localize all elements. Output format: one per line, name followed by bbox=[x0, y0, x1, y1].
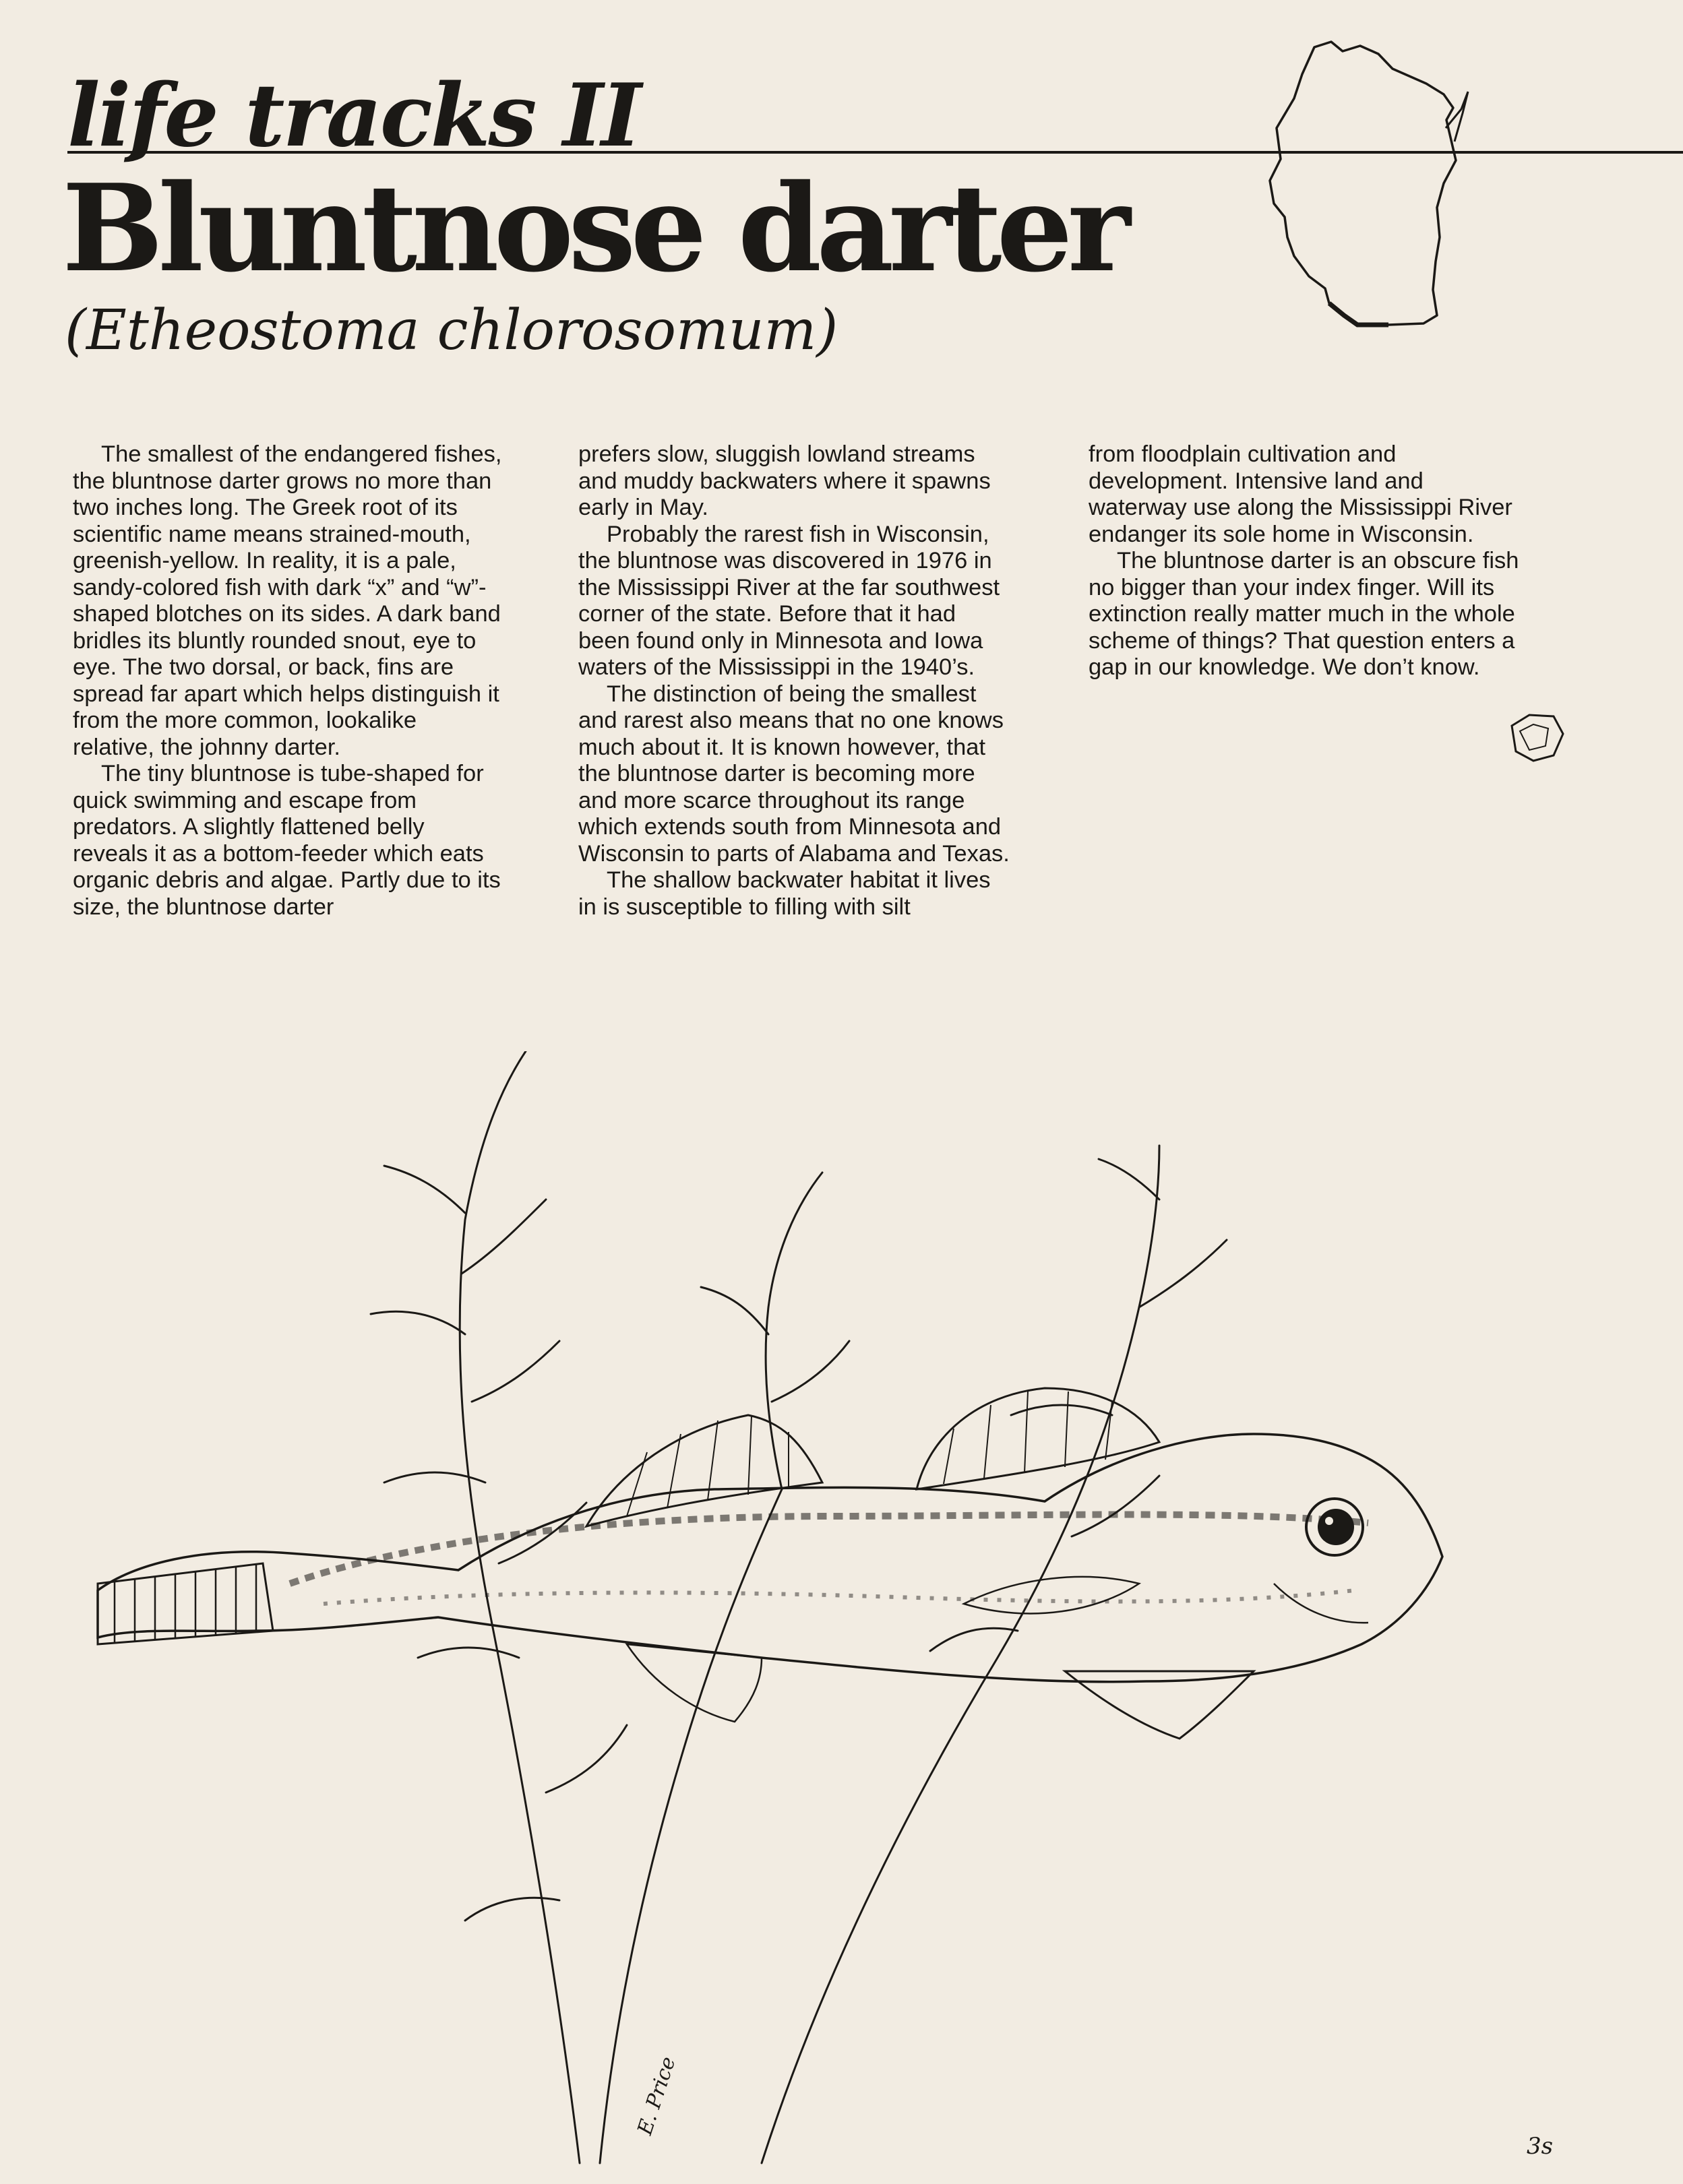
paragraph: from floodplain cultivation and development. Intensive land and waterway use along the Mississippi River endanger its sole home in Wisconsin. bbox=[1089, 441, 1512, 547]
paragraph: Probably the rarest fish in Wisconsin, the bluntnose was discovered in 1976 in the Mississippi River at the far southwest corner of the state. Before that it had been found only in Minnesota and Iowa waters of the Mississippi in the 1940’s. bbox=[578, 521, 1000, 680]
paragraph: The tiny bluntnose is tube-shaped for quick swimming and escape from predators. A slightly flattened belly reveals it as a bottom-feeder which eats organic debris and algae. Partly due to its size, the bluntnose darter bbox=[73, 761, 501, 920]
paragraph: The distinction of being the smallest and rarest also means that no one knows much about it. It is known however, that the bluntnose darter is becoming more and more scarce throughout its range which extends south from Minnesota and Wisconsin to parts of Alabama and Texas. bbox=[578, 681, 1010, 867]
text-column-3 bbox=[1089, 441, 1520, 681]
paragraph: The shallow backwater habitat it lives in is susceptible to filling with silt bbox=[578, 867, 991, 920]
page-title: Bluntnose darter bbox=[62, 158, 1126, 299]
wisconsin-outline-icon bbox=[1267, 27, 1550, 344]
bluntnose-darter-illustration bbox=[88, 1051, 1537, 2170]
paragraph: The smallest of the endangered fishes, the bluntnose darter grows no more than two inches long. The Greek root of its scientific name means strained-mouth, greenish-yellow. In reality, it is a pale, sandy-colored fish with dark “x” and “w”-shaped blotches on its sides. A dark band bridles its bluntly rounded snout, eye to eye. The two dorsal, or back, fins are spread far apart which helps distinguish it from the more common, lookalike relative, the johnny darter. bbox=[73, 441, 502, 760]
paragraph: prefers slow, sluggish lowland streams and muddy backwaters where it spawns early in May. bbox=[578, 441, 991, 520]
text-column-1 bbox=[73, 441, 504, 921]
page-number: 3s bbox=[1527, 2133, 1554, 2160]
stone-end-mark-icon bbox=[1506, 711, 1567, 765]
paragraph: The bluntnose darter is an obscure fish no bigger than your index finger. Will its extinction really matter much in the whole scheme of things? That question enters a gap in our knowledge. We don’t know. bbox=[1089, 548, 1519, 680]
series-title: life tracks II bbox=[67, 65, 640, 166]
illustrator-signature: E. Price bbox=[633, 2053, 681, 2138]
scientific-name: (Etheostoma chlorosomum) bbox=[65, 299, 838, 363]
text-column-2 bbox=[578, 441, 1010, 921]
